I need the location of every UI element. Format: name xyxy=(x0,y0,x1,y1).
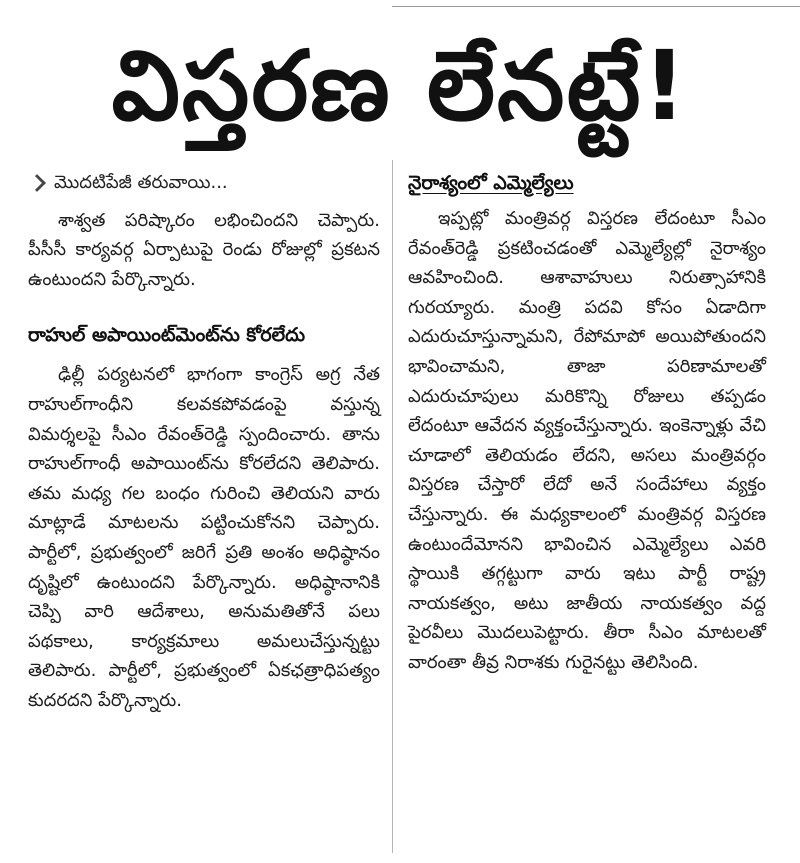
chevron-right-icon xyxy=(28,174,46,192)
subheading: రాహుల్ అపాయింట్‌మెంట్‌ను కోరలేదు xyxy=(28,324,306,347)
continued-label: మొదటిపేజీ తరువాయి... xyxy=(54,172,228,193)
continued-marker xyxy=(28,168,380,198)
subheading: నైరాశ్యంలో ఎమ్మెల్యేలు xyxy=(408,172,574,194)
paragraph: ఢిల్లీ పర్యటనలో భాగంగా కాంగ్రెస్ అగ్ర నేత రాహుల్‌గాంధీని కలవకపోవడంపై వస్తున్న విమర్శలపై సీఎం రేవంత్‌రెడ్డి స్పందించారు. తాను రాహుల్‌గాంధీ అపాయింట్‌ను కోరలేదని తెలిపారు. తమ మధ్య గల బంధం గురించి తెలియని వారు మాట్లాడే మాటలను పట్టించుకోనని చెప్పారు. పార్టీలో, ప్రభుత్వంలో జరిగే ప్రతి అంశం అధిష్ఠానం దృష్టిలో ఉంటుందని పేర్కొన్నారు. అధిష్ఠానానికి చెప్పి వారి ఆదేశాలు, అనుమతితోనే పలు పథకాలు, కార్యక్రమాలు అమలుచేస్తున్నట్టు తెలిపారు. పార్టీలో, ప్రభుత్వంలో ఏకఛత్రాధిపత్యం కుదరదని పేర్కొన్నారు. xyxy=(28,364,380,711)
left-column xyxy=(28,168,380,716)
right-column xyxy=(408,168,766,678)
top-rule xyxy=(392,6,800,7)
paragraph: ఇప్పట్లో మంత్రివర్గ విస్తరణ లేదంటూ సీఎం రేవంత్‌రెడ్డి ప్రకటించడంతో ఎమ్మెల్యేల్లో నైరాశ్యం ఆవహించింది. ఆశావాహులు నిరుత్సాహానికి గురయ్యారు. మంత్రి పదవి కోసం ఏడాదిగా ఎదురుచూస్తున్నామని, రేపోమాపో అయిపోతుందని భావించామని, తాజా పరిణామాలతో ఎదురుచూపులు మరికొన్ని రోజులు తప్పడం లేదంటూ ఆవేదన వ్యక్తంచేస్తున్నారు. ఇంకెన్నాళ్లు వేచి చూడాలో తెలియడం లేదని, అసలు మంత్రివర్గం విస్తరణ చేస్తారో లేదో అనే సందేహాలు వ్యక్తం చేస్తున్నారు. ఈ మధ్యకాలంలో మంత్రివర్గ విస్తరణ ఉంటుందేమోనని భావించిన ఎమ్మెల్యేలు ఎవరి స్థాయికి తగ్గట్టుగా వారు ఇటు పార్టీ రాష్ట్ర నాయకత్వం, అటు జాతీయ నాయకత్వం వద్ద పైరవీలు మొదలుపెట్టారు. తీరా సీఎం మాటలతో వారంతా తీవ్ర నిరాశకు గురైనట్టు తెలిసింది. xyxy=(408,208,766,673)
paragraph: శాశ్వత పరిష్కారం లభించిందని చెప్పారు. పీసీసీ కార్యవర్గ ఏర్పాటుపై రెండు రోజుల్లో ప్రకటన ఉంటుందని పేర్కొన్నారు. xyxy=(28,209,380,290)
column-divider xyxy=(392,160,393,853)
headline: విస్తరణ లేనట్టే! xyxy=(111,30,689,142)
